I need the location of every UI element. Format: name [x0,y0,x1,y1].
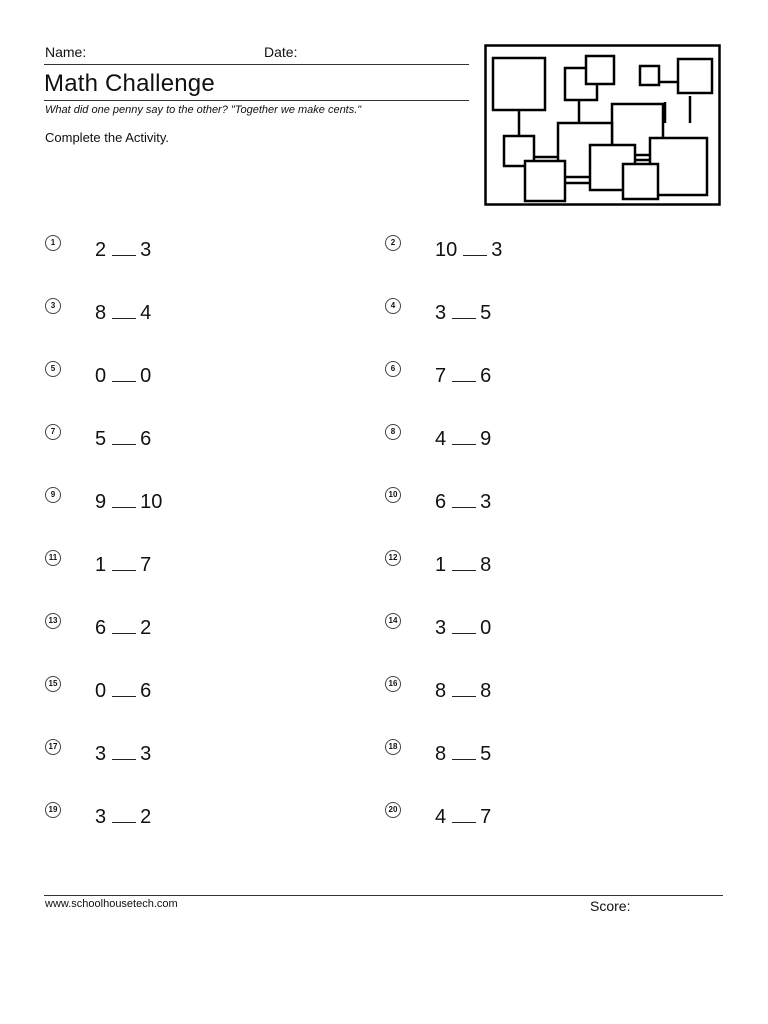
right-operand: 10 [140,491,163,513]
comparison-expression [435,552,491,577]
problem-number-badge: 19 [45,802,61,818]
problem-item [385,487,685,517]
problem-number-badge: 4 [385,298,401,314]
problem-item [45,802,345,832]
right-operand: 5 [480,302,492,324]
left-operand: 4 [435,806,447,828]
answer-blank[interactable] [112,678,136,697]
left-operand: 0 [95,680,107,702]
date-label: Date: [264,44,298,60]
problem-item [385,739,685,769]
comparison-expression [435,615,491,640]
problem-number-badge: 3 [45,298,61,314]
answer-blank[interactable] [452,615,476,634]
answer-blank[interactable] [112,615,136,634]
answer-blank[interactable] [112,741,136,760]
left-operand: 5 [95,428,107,450]
right-operand: 5 [480,743,492,765]
left-operand: 7 [435,365,447,387]
left-operand: 8 [435,680,447,702]
left-operand: 9 [95,491,107,513]
problem-number-badge: 9 [45,487,61,503]
problem-number-badge: 13 [45,613,61,629]
answer-blank[interactable] [112,804,136,823]
comparison-expression [435,489,491,514]
answer-blank[interactable] [452,678,476,697]
riddle-text: What did one penny say to the other? "Together we make cents." [45,104,362,116]
answer-blank[interactable] [112,552,136,571]
comparison-expression [95,489,162,514]
comparison-expression [435,741,491,766]
answer-blank[interactable] [452,300,476,319]
right-operand: 3 [140,743,152,765]
left-operand: 6 [95,617,107,639]
right-operand: 6 [480,365,492,387]
problem-number-badge: 2 [385,235,401,251]
right-operand: 3 [491,239,503,261]
answer-blank[interactable] [452,426,476,445]
problem-item [45,676,345,706]
problem-item [45,298,345,328]
left-operand: 1 [435,554,447,576]
problem-item [45,739,345,769]
problem-number-badge: 18 [385,739,401,755]
comparison-expression [95,552,151,577]
answer-blank[interactable] [112,489,136,508]
problem-item [45,487,345,517]
comparison-expression [435,804,491,829]
comparison-expression [95,804,151,829]
title-underline [44,100,469,101]
right-operand: 8 [480,554,492,576]
left-operand: 2 [95,239,107,261]
problem-number-badge: 5 [45,361,61,377]
footer-url: www.schoolhousetech.com [45,898,178,910]
comparison-expression [95,426,151,451]
problem-item [385,235,685,265]
name-date-line [44,64,469,65]
answer-blank[interactable] [452,804,476,823]
right-operand: 2 [140,617,152,639]
problem-item [385,802,685,832]
right-operand: 6 [140,680,152,702]
problem-item [45,361,345,391]
answer-blank[interactable] [112,426,136,445]
problem-number-badge: 6 [385,361,401,377]
right-operand: 0 [480,617,492,639]
left-operand: 4 [435,428,447,450]
problem-item [385,298,685,328]
name-label: Name: [45,44,87,60]
problem-item [385,550,685,580]
score-label: Score: [590,898,631,914]
problem-number-badge: 10 [385,487,401,503]
problem-item [45,550,345,580]
problem-number-badge: 8 [385,424,401,440]
right-operand: 7 [140,554,152,576]
answer-blank[interactable] [463,237,487,256]
right-operand: 2 [140,806,152,828]
left-operand: 3 [95,743,107,765]
comparison-expression [435,300,491,325]
instructions-text: Complete the Activity. [45,130,170,145]
left-operand: 3 [435,302,447,324]
right-operand: 7 [480,806,492,828]
left-operand: 0 [95,365,107,387]
left-operand: 8 [95,302,107,324]
problem-number-badge: 16 [385,676,401,692]
page-title: Math Challenge [44,70,215,97]
answer-blank[interactable] [112,300,136,319]
answer-blank[interactable] [452,363,476,382]
right-operand: 8 [480,680,492,702]
problem-number-badge: 11 [45,550,61,566]
footer-line [44,895,723,896]
problem-item [385,613,685,643]
left-operand: 3 [95,806,107,828]
problem-number-badge: 12 [385,550,401,566]
right-operand: 0 [140,365,152,387]
problem-item [45,424,345,454]
answer-blank[interactable] [112,237,136,256]
problem-number-badge: 14 [385,613,401,629]
right-operand: 6 [140,428,152,450]
right-operand: 3 [480,491,492,513]
right-operand: 9 [480,428,492,450]
comparison-expression [95,678,151,703]
problem-item [385,361,685,391]
answer-blank[interactable] [452,489,476,508]
answer-blank[interactable] [112,363,136,382]
problem-number-badge: 20 [385,802,401,818]
right-operand: 3 [140,239,152,261]
comparison-expression [95,300,151,325]
comparison-expression [435,426,491,451]
left-operand: 6 [435,491,447,513]
problem-number-badge: 15 [45,676,61,692]
problem-number-badge: 7 [45,424,61,440]
left-operand: 10 [435,239,458,261]
comparison-expression [435,363,491,388]
problem-item [385,424,685,454]
answer-blank[interactable] [452,552,476,571]
comparison-expression [435,237,502,262]
left-operand: 8 [435,743,447,765]
comparison-expression [95,615,151,640]
problem-number-badge: 1 [45,235,61,251]
left-operand: 1 [95,554,107,576]
right-operand: 4 [140,302,152,324]
left-operand: 3 [435,617,447,639]
problem-item [385,676,685,706]
comparison-expression [95,741,151,766]
comparison-expression [95,237,151,262]
comparison-expression [435,678,491,703]
comparison-expression [95,363,151,388]
problem-number-badge: 17 [45,739,61,755]
problem-item [45,613,345,643]
decorative-squares-graphic [484,44,721,206]
answer-blank[interactable] [452,741,476,760]
problem-item [45,235,345,265]
